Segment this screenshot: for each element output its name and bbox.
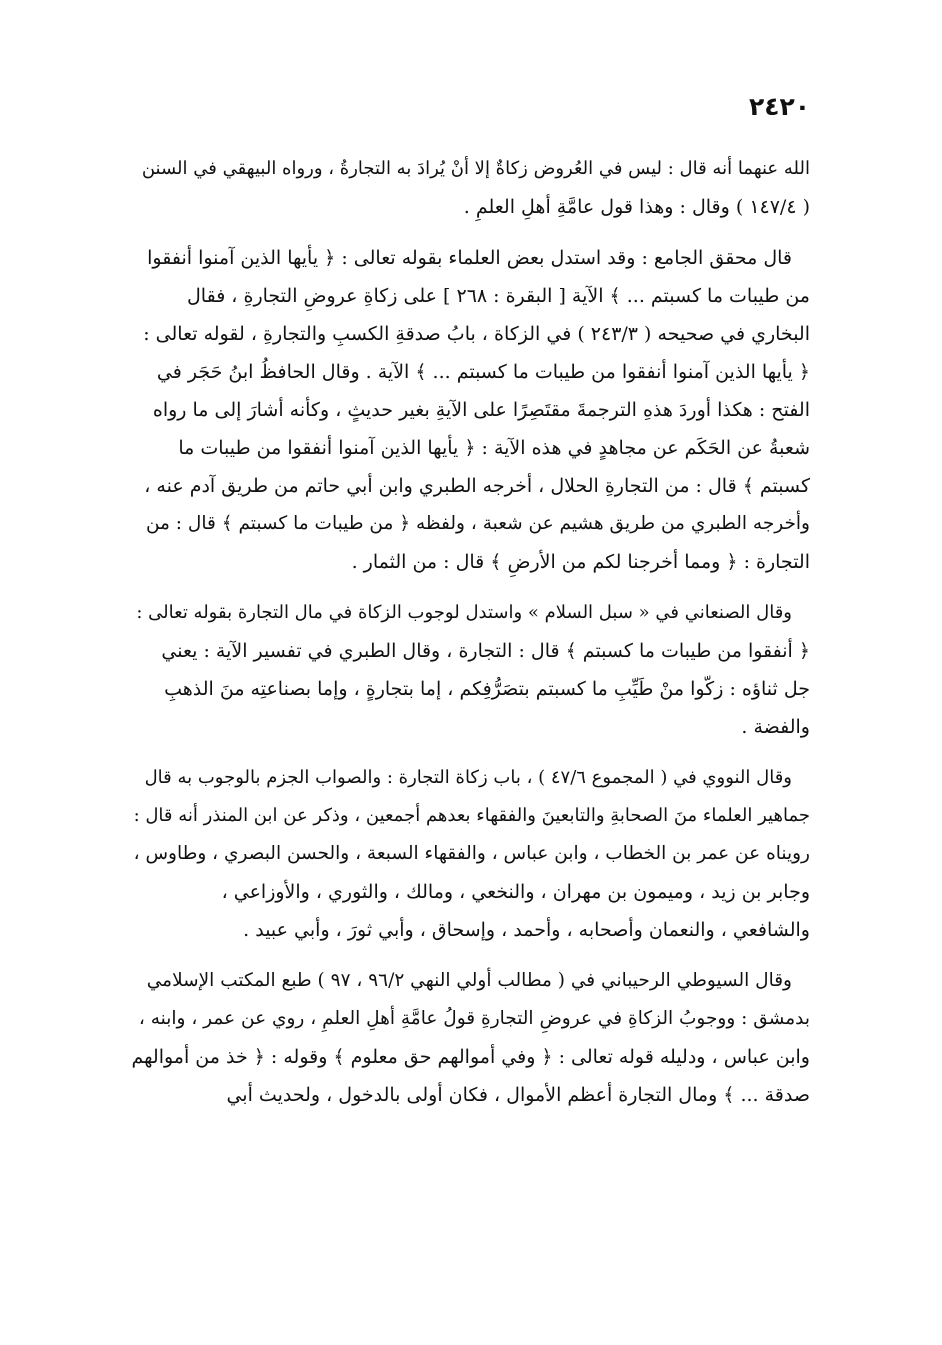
- paragraph-5: [132, 962, 810, 1114]
- paragraph-2: [132, 239, 810, 581]
- paragraph-3: [132, 594, 810, 746]
- text-line: والشافعي ، والنعمان وأصحابه ، وأحمد ، وإسحاق ، وأبي ثورَ ، وأبي عبيد .: [243, 919, 810, 941]
- text-line: وقال الصنعاني في « سبل السلام » واستدل لوجوب الزكاة في مال التجارة بقوله تعالى :: [136, 602, 792, 623]
- text-line: ﴿ أنفقوا من طيبات ما كسبتم ﴾ قال : التجارة ، وقال الطبري في تفسير الآية : يعني: [161, 640, 810, 662]
- text-line: وابن عباس ، ودليله قوله تعالى : ﴿ وفي أموالهم حق معلوم ﴾ وقوله : ﴿ خذ من أموالهم: [132, 1046, 810, 1068]
- paragraph-1: [132, 150, 810, 226]
- text-line: صدقة ... ﴾ ومال التجارة أعظم الأموال ، فكان أولى بالدخول ، ولحديث أبي: [226, 1084, 810, 1106]
- text-line: بدمشق : ووجوبُ الزكاةِ في عروضِ التجارةِ قولُ عامَّةِ أهلِ العلمِ ، روي عن عمر ، وابنه ،: [138, 1008, 810, 1029]
- text-line: قال محقق الجامع : وقد استدل بعض العلماء بقوله تعالى : ﴿ يأيها الذين آمنوا أنفقوا: [147, 247, 792, 269]
- text-line: من طيبات ما كسبتم ... ﴾ الآية [ البقرة : ٢٦٨ ] على زكاةِ عروضِ التجارةِ ، فقال: [186, 285, 810, 307]
- text-line: جماهير العلماء منَ الصحابةِ والتابعينَ والفقهاء بعدهم أجمعين ، وذكر عن ابن المنذر أنه قال :: [133, 805, 810, 826]
- text-line: جل ثناؤه : زكّوا منْ طَيِّبِ ما كسبتم بتصَرُّفِكم ، إما بتجارةٍ ، وإما بصناعتِه منَ الذهبِ: [164, 678, 810, 700]
- text-line: وجابر بن زيد ، وميمون بن مهران ، والنخعي ، ومالك ، والثوري ، والأوزاعي ،: [221, 881, 810, 903]
- text-line: كسبتم ﴾ قال : من التجارةِ الحلال ، أخرجه الطبري وابن أبي حاتم من طريق آدم عنه ،: [144, 475, 810, 497]
- text-line: ( ١٤٧/٤ ) وقال : وهذا قول عامَّةِ أهلِ العلمِ .: [463, 196, 810, 218]
- page-number: ٢٤٢٠: [748, 92, 810, 121]
- paragraph-4: [132, 759, 810, 949]
- text-line: ﴿ يأيها الذين آمنوا أنفقوا من طيبات ما كسبتم ... ﴾ الآية . وقال الحافظُ ابنُ حَجَر في: [156, 361, 810, 383]
- text-line: وقال النووي في ( المجموع ٤٧/٦ ) ، باب زكاة التجارة : والصواب الجزم بالوجوب به قال: [144, 767, 792, 788]
- text-line: الله عنهما أنه قال : ليس في العُروض زكاةٌ إلا أنْ يُرادَ به التجارةُ ، ورواه البيهقي في السنن: [141, 158, 810, 179]
- text-line: رويناه عن عمر بن الخطاب ، وابن عباس ، والفقهاء السبعة ، والحسن البصري ، وطاوس ،: [133, 843, 810, 864]
- text-line: شعبةُ عن الحَكَم عن مجاهدٍ في هذه الآية : ﴿ يأيها الذين آمنوا أنفقوا من طيبات ما: [178, 437, 810, 459]
- text-line: الفتح : هكذا أوردَ هذهِ الترجمةَ مقتَصِرًا على الآيةِ بغير حديثٍ ، وكأنه أشارَ إلى ما رواه: [152, 399, 810, 421]
- text-line: والفضة .: [741, 716, 810, 738]
- text-line: البخاري في صحيحه ( ٢٤٣/٣ ) في الزكاة ، بابُ صدقةِ الكسبِ والتجارةِ ، لقوله تعالى :: [143, 323, 810, 345]
- page-body: [132, 150, 810, 1127]
- text-line: وأخرجه الطبري من طريق هشيم عن شعبة ، ولفظه ﴿ من طيبات ما كسبتم ﴾ قال : من: [145, 513, 810, 534]
- text-line: التجارة : ﴿ ومما أخرجنا لكم من الأرضِ ﴾ قال : من الثمار .: [351, 551, 810, 573]
- text-line: وقال السيوطي الرحيباني في ( مطالب أولي النهي ٩٦/٢ ، ٩٧ ) طبع المكتب الإسلامي: [146, 970, 792, 991]
